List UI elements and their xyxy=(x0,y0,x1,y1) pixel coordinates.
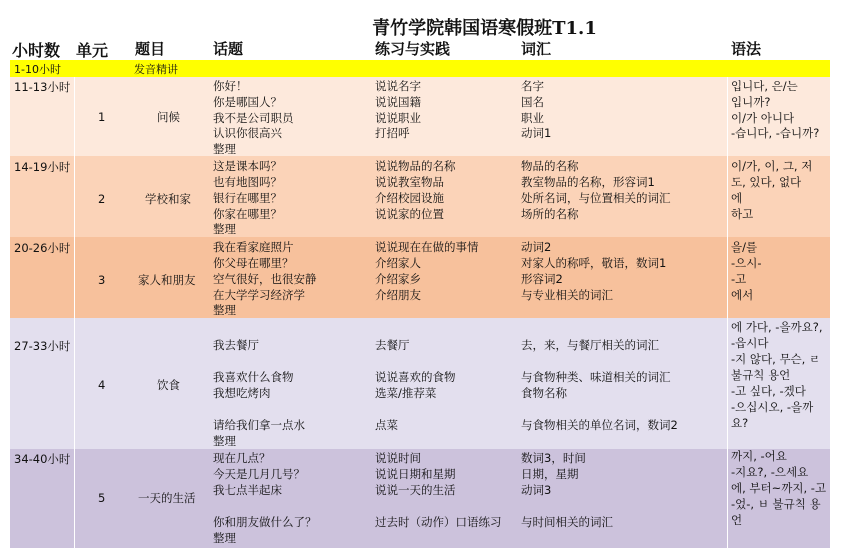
vocab-item: 与食物种类、味道相关的词汇 xyxy=(521,370,671,384)
grammar-item: -지요?, -으세요 xyxy=(731,465,809,479)
grammar-item: 에서 xyxy=(731,288,754,302)
grammar-item: -고 xyxy=(731,272,747,286)
practice-item: 说说时间 xyxy=(375,451,421,465)
dialogue-item: 你好！ xyxy=(213,79,248,93)
vocab-item: 物品的名称 xyxy=(521,159,579,173)
dialogue-item: 我不是公司职员 xyxy=(213,111,294,125)
vocab-item: 与食物相关的单位名词，数词2 xyxy=(521,418,678,432)
dialogue-item: 也有地图吗？ xyxy=(213,175,282,189)
grammar-item: 입니다, 은/는 xyxy=(731,79,798,93)
dialogue-item: 整理 xyxy=(213,434,236,448)
row-hours: 27-33小时 xyxy=(14,339,71,353)
grammar-item: 하고 xyxy=(731,207,754,221)
vocab-item: 场所的名称 xyxy=(521,207,579,221)
practice-item: 说说国籍 xyxy=(375,95,421,109)
header-unit: 单元 xyxy=(76,41,109,60)
intro-topic: 发音精讲 xyxy=(134,63,178,76)
dialogue-item: 整理 xyxy=(213,303,236,317)
practice-item: 说说物品的名称 xyxy=(375,159,456,173)
grammar-item: -으십시오, -을까 xyxy=(731,400,814,414)
dialogue-item: 认识你很高兴 xyxy=(213,126,282,140)
practice-item: 去餐厅 xyxy=(375,338,410,352)
vocab-item: 动词2 xyxy=(521,240,552,254)
grammar-item: 을/를 xyxy=(731,240,758,254)
practice-item: 打招呼 xyxy=(375,126,410,140)
dialogue-item: 我去餐厅 xyxy=(213,338,259,352)
row-hours: 11-13小时 xyxy=(14,80,71,94)
vocab-item: 形容词2 xyxy=(521,272,563,286)
vocab-item: 名字 xyxy=(521,79,544,93)
dialogue-item: 空气很好，也很安静 xyxy=(213,272,317,286)
header-practice: 练习与实践 xyxy=(375,40,451,58)
practice-item: 点菜 xyxy=(375,418,398,432)
vocab-item: 教室物品的名称，形容词1 xyxy=(521,175,655,189)
vocab-item: 动词3 xyxy=(521,483,552,497)
vocab-item: 动词1 xyxy=(521,126,552,140)
grammar-item: 이/가 아니다 xyxy=(731,111,795,125)
column-divider xyxy=(74,77,75,548)
header-hours: 小时数 xyxy=(12,41,61,60)
grammar-item: 입니까? xyxy=(731,95,771,109)
grammar-item: -읍시다 xyxy=(731,336,769,350)
practice-item: 说说家的位置 xyxy=(375,207,444,221)
row-hours: 20-26小时 xyxy=(14,241,71,255)
vocab-item: 国名 xyxy=(521,95,544,109)
row-topic: 家人和朋友 xyxy=(138,273,196,287)
grammar-item: 에, 부터~까지, -고 xyxy=(731,481,827,495)
dialogue-item: 这是课本吗？ xyxy=(213,159,282,173)
dialogue-item: 整理 xyxy=(213,222,236,236)
row-hours: 14-19小时 xyxy=(14,160,71,174)
dialogue-item: 我喜欢什么食物 xyxy=(213,370,294,384)
dialogue-item: 我想吃烤肉 xyxy=(213,386,271,400)
row-topic: 一天的生活 xyxy=(138,491,196,505)
grammar-item: -습니다, -습니까? xyxy=(731,126,820,140)
vocab-item: 对家人的称呼，敬语，数词1 xyxy=(521,256,667,270)
practice-item: 选菜/推荐菜 xyxy=(375,386,437,400)
dialogue-item: 你父母在哪里？ xyxy=(213,256,294,270)
grammar-item: 이/가, 이, 그, 저 xyxy=(731,159,813,173)
vocab-item: 处所名词，与位置相关的词汇 xyxy=(521,191,671,205)
vocab-item: 日期，星期 xyxy=(521,467,579,481)
dialogue-item: 我在看家庭照片 xyxy=(213,240,294,254)
page-title: 青竹学院韩国语寒假班T1.1 xyxy=(372,18,597,39)
row-topic: 问候 xyxy=(157,110,180,124)
grammar-item: -었-, ㅂ 불규칙 용 xyxy=(731,497,821,511)
row-topic: 学校和家 xyxy=(145,192,191,206)
vocab-item: 职业 xyxy=(521,111,544,125)
row-unit: 4 xyxy=(98,378,106,392)
row-unit: 5 xyxy=(98,491,106,505)
grammar-item: 도, 있다, 없다 xyxy=(731,175,802,189)
practice-item: 说说喜欢的食物 xyxy=(375,370,456,384)
practice-item: 介绍校园设施 xyxy=(375,191,444,205)
dialogue-item: 整理 xyxy=(213,531,236,545)
dialogue-item: 我七点半起床 xyxy=(213,483,282,497)
practice-item: 介绍家人 xyxy=(375,256,421,270)
practice-item: 说说现在在做的事情 xyxy=(375,240,479,254)
grammar-item: 요? xyxy=(731,416,749,430)
practice-item: 说说名字 xyxy=(375,79,421,93)
header-dialogue: 话题 xyxy=(213,40,244,58)
practice-item: 介绍家乡 xyxy=(375,272,421,286)
grammar-item: 에 xyxy=(731,191,743,205)
practice-item: 说说日期和星期 xyxy=(375,467,456,481)
practice-item: 过去时（动作）口语练习 xyxy=(375,515,502,529)
column-divider xyxy=(727,77,728,548)
row-unit: 3 xyxy=(98,273,106,287)
row-unit: 1 xyxy=(98,110,106,124)
practice-item: 说说教室物品 xyxy=(375,175,444,189)
grammar-item: -지 않다, 무슨, ㄹ xyxy=(731,352,821,366)
row-hours: 34-40小时 xyxy=(14,452,71,466)
dialogue-item: 请给我们拿一点水 xyxy=(213,418,305,432)
vocab-item: 与专业相关的词汇 xyxy=(521,288,613,302)
dialogue-item: 你是哪国人？ xyxy=(213,95,282,109)
intro-row xyxy=(10,60,830,77)
vocab-item: 去，来，与餐厅相关的词汇 xyxy=(521,338,659,352)
vocab-item: 数词3，时间 xyxy=(521,451,586,465)
row-unit: 2 xyxy=(98,192,106,206)
dialogue-item: 今天是几月几号？ xyxy=(213,467,305,481)
grammar-item: -고 싶다, -겠다 xyxy=(731,384,806,398)
practice-item: 说说职业 xyxy=(375,111,421,125)
practice-item: 介绍朋友 xyxy=(375,288,421,302)
grammar-item: 언 xyxy=(731,513,743,527)
practice-item: 说说一天的生活 xyxy=(375,483,456,497)
intro-hours: 1-10小时 xyxy=(14,63,61,76)
dialogue-item: 银行在哪里？ xyxy=(213,191,282,205)
header-vocab: 词汇 xyxy=(521,40,552,58)
header-topic: 题目 xyxy=(135,40,166,58)
vocab-item: 食物名称 xyxy=(521,386,567,400)
dialogue-item: 整理 xyxy=(213,142,236,156)
row-topic: 饮食 xyxy=(157,378,180,392)
dialogue-item: 现在几点？ xyxy=(213,451,271,465)
grammar-item: 까지, -어요 xyxy=(731,449,787,463)
vocab-item: 与时间相关的词汇 xyxy=(521,515,613,529)
grammar-item: -으시- xyxy=(731,256,762,270)
grammar-item: 에 가다, -을까요?, xyxy=(731,320,823,334)
header-grammar: 语法 xyxy=(731,40,762,58)
grammar-item: 불규칙 용언 xyxy=(731,368,791,382)
dialogue-item: 你和朋友做什么了？ xyxy=(213,515,317,529)
dialogue-item: 你家在哪里？ xyxy=(213,207,282,221)
dialogue-item: 在大学学习经济学 xyxy=(213,288,305,302)
